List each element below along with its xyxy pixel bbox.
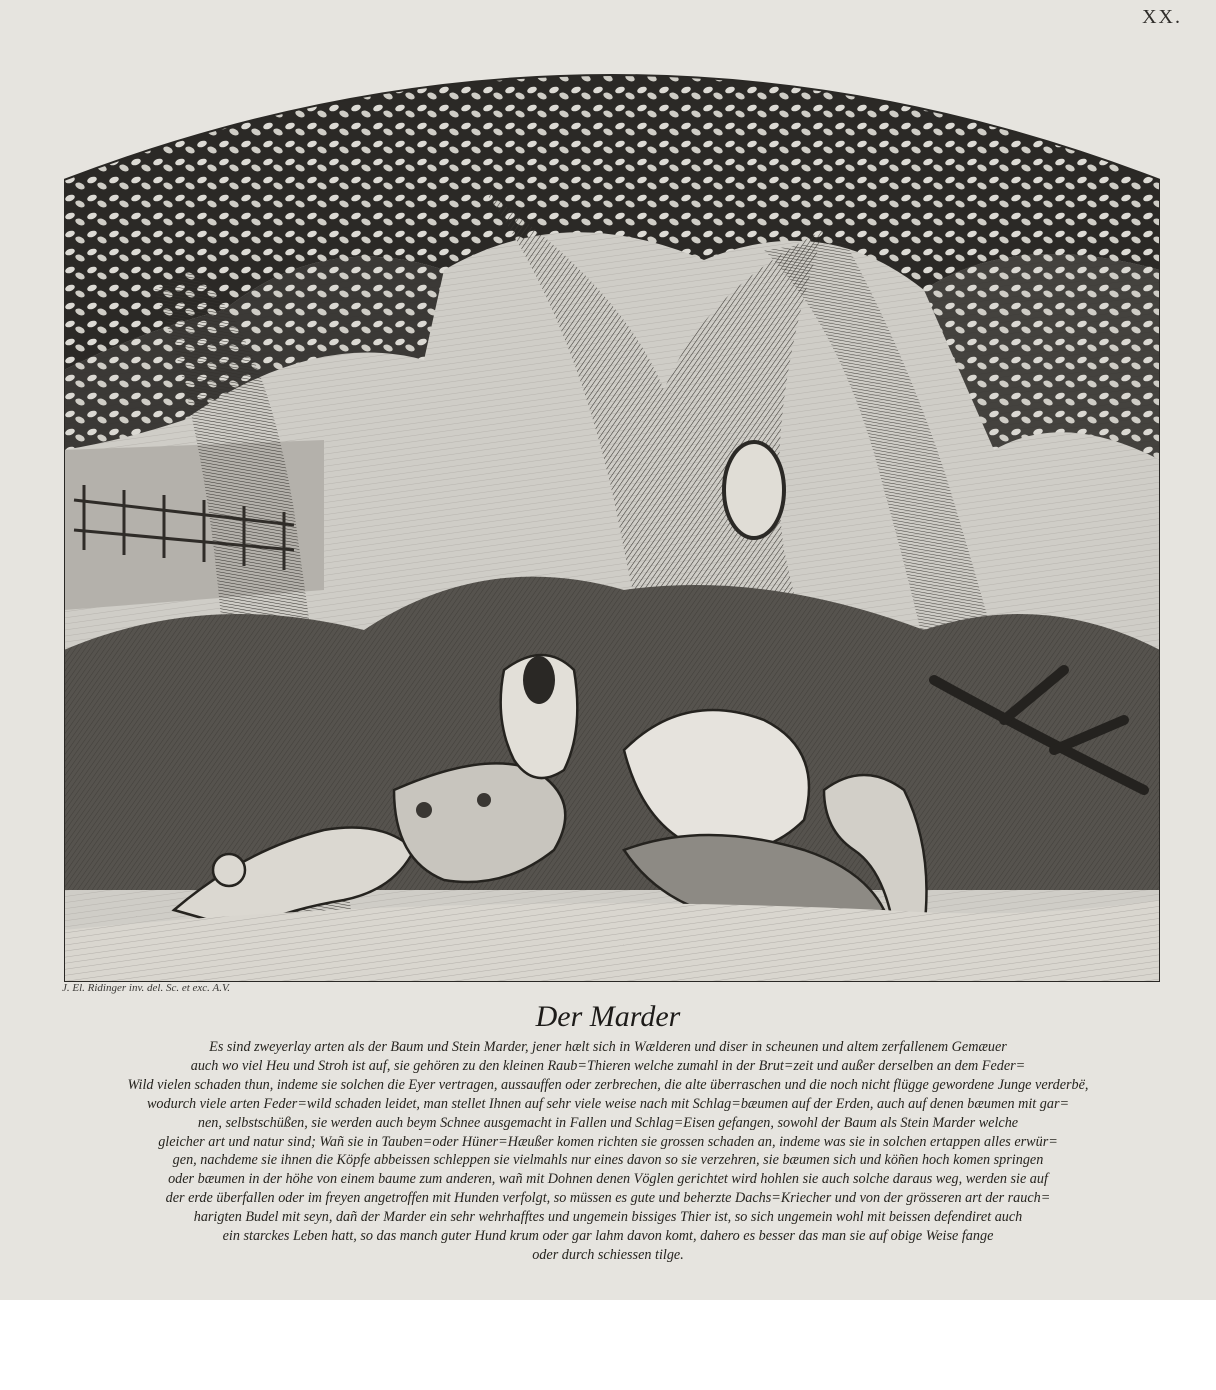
caption-line: auch wo viel Heu und Stroh ist auf, sie gehören zu den kleinen Raub=Thieren welche zumahl in der Brut=zeit und außer derselben an dem Feder= xyxy=(190,1057,1026,1074)
caption-title: Der Marder xyxy=(535,1000,681,1033)
caption-body xyxy=(60,1038,1156,1265)
caption-line: oder bæumen in der höhe von einem baume zum anderen, wañ mit Dohnen denen Vöglen gerichtet wird hohlen sie auch solche daraus weg, werden sie auf xyxy=(168,1171,1048,1188)
caption-line: ein starckes Leben hatt, so das manch guter Hund krum oder gar lahm davon komt, dahero es besser das man sie auf obige Weise fange xyxy=(222,1228,994,1245)
caption-line: nen, selbstschüßen, sie werden auch beym Schnee ausgemacht in Fallen und Schlag=Eisen gefangen, sowohl der Baum als Stein Marder welche xyxy=(197,1114,1019,1131)
caption-line: Es sind zweyerlay arten als der Baum und Stein Marder, jener hælt sich in Wælderen und diser in scheunen und altem zerfallenem Gemæuer xyxy=(209,1039,1007,1055)
tree-knot xyxy=(724,442,784,538)
caption-line: gen, nachdeme sie ihnen die Köpfe abbeissen schleppen sie vielmahls nur eines davon so sie verzehren, sie bæumen sich und köñen hoch komen springen xyxy=(172,1152,1044,1169)
caption-line: gleicher art und natur sind; Wañ sie in Tauben=oder Hüner=Hæußer komen richten sie grossen schaden an, indeme was sie in solchen ertappen alles erwür= xyxy=(158,1133,1058,1150)
plate-number: XX. xyxy=(1142,6,1182,28)
caption-line: Wild vielen schaden thun, indeme sie solchen die Eyer vertragen, aussauffen oder zerbrechen, die alte überraschen und die noch nicht flügge gewordene Junge verderbë, xyxy=(127,1076,1089,1093)
artist-signature: J. El. Ridinger inv. del. Sc. et exc. A.V. xyxy=(62,982,231,994)
footer-margin xyxy=(0,1300,1216,1390)
caption-line: wodurch viele arten Feder=wild schaden leidet, man stellet Ihnen auf sehr viele weise nach mit Schlag=bæumen auf der Erden, auch auf denen bæumen mit gar= xyxy=(146,1095,1070,1112)
caption-line: der erde überfallen oder im freyen angetroffen mit Hunden verfolgt, so müssen es gute und beherzte Dachs=Kriecher und von der grösseren art der rauch= xyxy=(165,1190,1051,1207)
caption-line: oder durch schiessen tilge. xyxy=(532,1246,684,1263)
engraving-hunting-scene xyxy=(64,30,1160,982)
caption-line: harigten Budel mit seyn, dañ der Marder ein sehr wehrhafftes und ungemein bissiges Thier ist, so sich ungemein wohl mit beissen defendiret auch xyxy=(193,1209,1023,1226)
